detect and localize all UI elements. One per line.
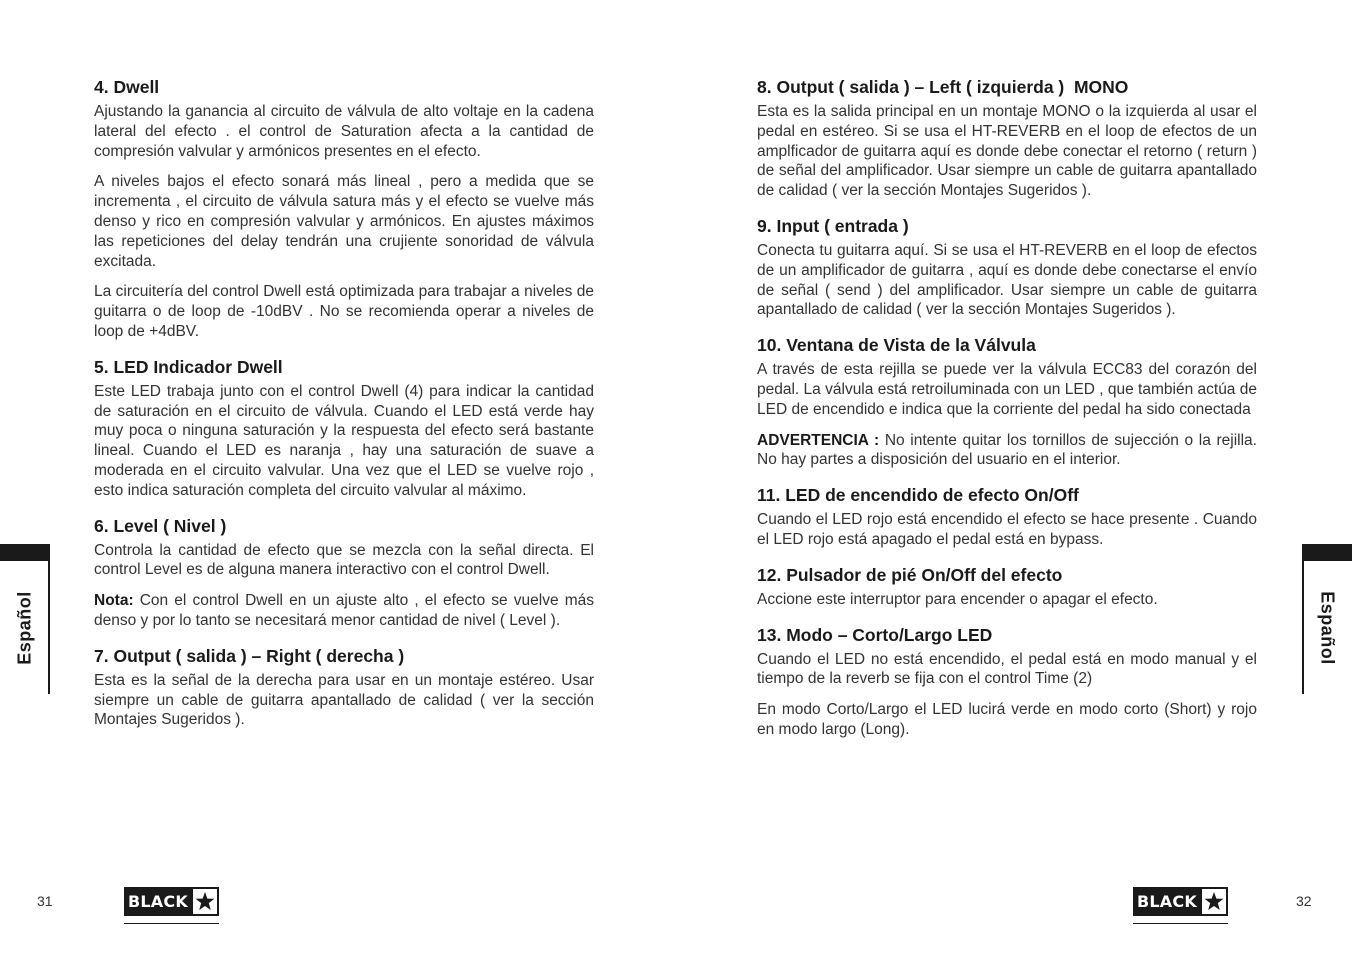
section-dwell [94,76,594,342]
section-output-left [757,76,1257,201]
section-paragraph: A través de esta rejilla se puede ver la válvula ECC83 del corazón del pedal. La válvula está retroiluminada con un LED , que también actúa de LED de encendido e indica que la corriente del pedal ha sido conectada [757,361,1257,418]
black-star-logo [1133,887,1228,916]
section-ventana-valvula [757,334,1257,470]
footer-rule [1133,923,1228,924]
tab-block [1302,544,1352,561]
left-page-column [94,76,594,744]
page-number-right: 32 [1296,893,1312,909]
page-number-left: 31 [37,893,53,909]
section-input [757,215,1257,320]
star-icon [1202,889,1226,914]
section-output-right [94,645,594,730]
section-paragraph: Esta es la señal de la derecha para usar en un montaje estéreo. Usar siempre un cable de guitarra apantallado de calidad ( ver la sección Montajes Sugeridos ). [94,671,594,729]
section-paragraph: Cuando el LED rojo está encendido el efecto se hace presente . Cuando el LED rojo está apagado el pedal está en bypass. [757,511,1257,548]
tab-block [0,544,50,561]
section-paragraph: La circuitería del control Dwell está optimizada para trabajar a niveles de guitarra o de loop de -10dBV . No se recomienda operar a niveles de loop de +4dBV. [94,283,594,340]
footer-rule [124,923,219,924]
note-paragraph [94,591,594,631]
note-text: Con el control Dwell en un ajuste alto , el efecto se vuelve más denso y por lo tanto se necesitará menor cantidad de nivel ( Level ). [94,592,594,629]
section-heading: 4. Dwell [94,77,160,97]
section-pulsador [757,564,1257,610]
right-page-column [757,76,1257,754]
section-heading: 13. Modo – Corto/Largo LED [757,624,993,645]
section-paragraph: Accione este interruptor para encender o apagar el efecto. [757,590,1158,608]
section-modo-corto-largo [757,624,1257,740]
section-paragraph: En modo Corto/Largo el LED lucirá verde en modo corto (Short) y rojo en modo largo (Long). [757,701,1257,738]
logo-text: BLACK [128,892,188,911]
side-tab-left [0,544,50,694]
section-level [94,515,594,631]
section-paragraph: Controla la cantidad de efecto que se mezcla con la señal directa. El control Level es de alguna manera interactivo con el control Dwell. [94,541,594,579]
section-heading: 9. Input ( entrada ) [757,215,909,236]
side-tab-label: Español [1317,591,1338,665]
section-paragraph: Esta es la salida principal en un montaje MONO o la izquierda al usar el pedal en estéreo. Si se usa el HT-REVERB en el loop de efectos de un amplficador de guitarra aquí es donde debe conectar el retorno ( return ) de señal del amplificador. Usar siempre un cable de guitarra apantallado de calidad ( ver la sección Montajes Sugeridos ). [757,103,1257,200]
tab-rule [48,544,50,694]
note-label: Nota: [94,592,134,610]
logo-text: BLACK [1137,892,1197,911]
section-heading: 12. Pulsador de pié On/Off del efecto [757,564,1063,585]
section-heading: 5. LED Indicador Dwell [94,356,283,377]
section-paragraph: Conecta tu guitarra aquí. Si se usa el HT-REVERB en el loop de efectos de un amplificador de guitarra , aquí es donde debe conectarse el envío de señal ( send ) del amplificador. Usar siempre un cable de guitarra apantallado de calidad ( ver la sección Montajes Sugeridos ). [757,241,1257,319]
section-paragraph: Cuando el LED no está encendido, el pedal está en modo manual y el tiempo de la reverb se fija con el control Time (2) [757,650,1257,688]
side-tab-right [1302,544,1352,694]
section-led-encendido [757,484,1257,550]
side-tab-label: Español [14,591,35,665]
warning-paragraph [757,431,1257,471]
section-heading: 8. Output ( salida ) – Left ( izquierda ) MONO [757,77,1129,97]
section-paragraph: A niveles bajos el efecto sonará más lineal , pero a medida que se incrementa , el circuito de válvula satura más y el efecto se vuelve más denso y rico en compresión valvular y armónicos. En ajustes máximos las repeticiones del delay tendrán una crujiente sonoridad de válvula excitada. [94,173,594,270]
star-icon [193,889,217,914]
section-heading: 10. Ventana de Vista de la Válvula [757,335,1036,356]
section-heading: 7. Output ( salida ) – Right ( derecha ) [94,645,405,666]
warning-label: ADVERTENCIA : [757,431,880,449]
section-heading: 11. LED de encendido de efecto On/Off [757,485,1079,506]
section-led-indicador-dwell [94,356,594,501]
tab-rule [1302,544,1304,694]
warning-text: No intente quitar los tornillos de sujección o la rejilla. No hay partes a disposición del usuario en el interior. [757,431,1257,469]
section-paragraph: Ajustando la ganancia al circuito de válvula de alto voltaje en la cadena lateral del efecto . el control de Saturation afecta a la cantidad de compresión valvular y armónicos presentes en el efecto. [94,103,594,160]
black-star-logo [124,887,219,916]
section-paragraph: Este LED trabaja junto con el control Dwell (4) para indicar la cantidad de saturación en el circuito de válvula. Cuando el LED está verde hay muy poca o ninguna saturación y la respuesta del efecto será bastante lineal. Cuando el LED es naranja , hay una saturación de suave a moderada en el circuito valvular. Una vez que el LED se vuelve rojo , esto indica saturación completa del circuito valvular al máximo. [94,382,594,499]
section-heading: 6. Level ( Nivel ) [94,515,227,536]
